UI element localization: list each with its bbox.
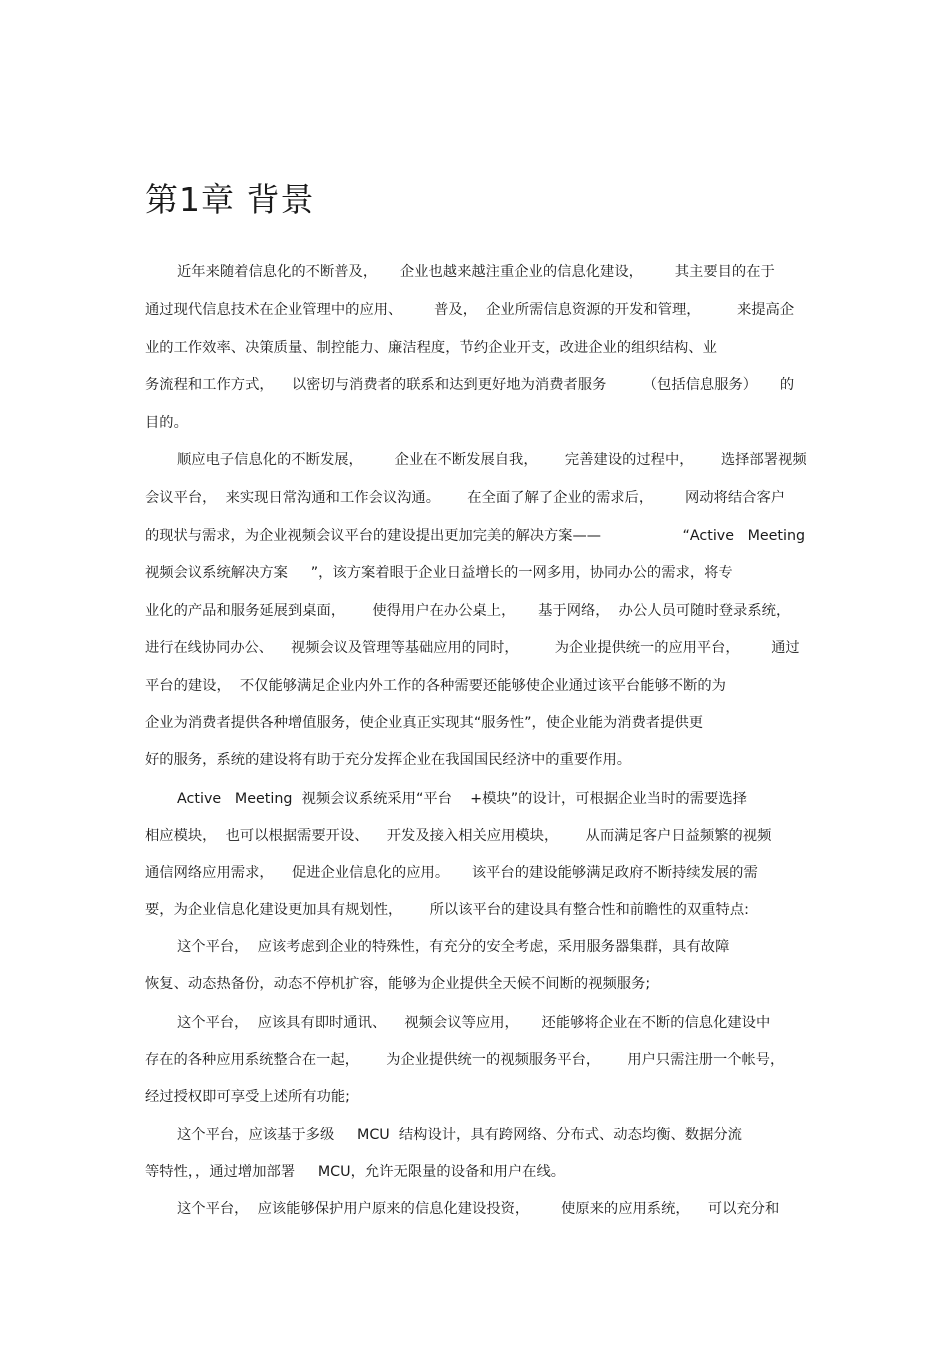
body-line: 这个平台， 应该能够保护用户原来的信息化建设投资， 使原来的应用系统， 可以充分和 — [177, 1201, 780, 1217]
body-line: 业化的产品和服务延展到桌面， 使得用户在办公桌上， 基于网络， 办公人员可随时登录系统， — [145, 603, 791, 619]
body-line: 这个平台，应该基于多级 MCU 结构设计，具有跨网络、分布式、动态均衡、数据分流 — [177, 1127, 742, 1143]
body-line: 这个平台， 应该考虑到企业的特殊性，有充分的安全考虑，采用服务器集群，具有故障 — [177, 939, 730, 955]
body-line: 经过授权即可享受上述所有功能; — [145, 1089, 350, 1105]
body-line: 进行在线协同办公、 视频会议及管理等基础应用的同时， 为企业提供统一的应用平台， 通过 — [145, 640, 800, 656]
body-line: 目的。 — [145, 415, 188, 431]
body-line: 会议平台， 来实现日常沟通和工作会议沟通。 在全面了解了企业的需求后， 网动将结合客户 — [145, 490, 786, 506]
body-line: 业的工作效率、决策质量、制控能力、廉洁程度，节约企业开支，改进企业的组织结构、业 — [145, 340, 717, 356]
body-line: 好的服务，系统的建设将有助于充分发挥企业在我国国民经济中的重要作用。 — [145, 752, 632, 768]
body-line: 平台的建设， 不仅能够满足企业内外工作的各种需要还能够使企业通过该平台能够不断的为 — [145, 678, 726, 694]
body-line: 顺应电子信息化的不断发展， 企业在不断发展自我， 完善建设的过程中， 选择部署视频 — [177, 452, 807, 468]
body-line: 恢复、动态热备份，动态不停机扩容，能够为企业提供全天候不间断的视频服务; — [145, 976, 651, 992]
body-line: 等特性，，通过增加部署 MCU，允许无限量的设备和用户在线。 — [145, 1164, 566, 1180]
body-line: 务流程和工作方式， 以密切与消费者的联系和达到更好地为消费者服务 （包括信息服务） 的 — [145, 377, 795, 393]
body-line: 要，为企业信息化建设更加具有规划性， 所以该平台的建设具有整合性和前瞻性的双重特点: — [145, 902, 749, 918]
body-line: 这个平台， 应该具有即时通讯、 视频会议等应用， 还能够将企业在不断的信息化建设中 — [177, 1015, 771, 1031]
body-line: 相应模块， 也可以根据需要开设、 开发及接入相关应用模块， 从而满足客户日益频繁的视频 — [145, 828, 772, 844]
body-line: 存在的各种应用系统整合在一起， 为企业提供统一的视频服务平台， 用户只需注册一个帐号， — [145, 1052, 785, 1068]
body-line: Active Meeting 视频会议系统采用“平台 +模块”的设计，可根据企业当时的需要选择 — [177, 791, 747, 807]
body-line: 的现状与需求，为企业视频会议平台的建设提出更加完美的解决方案—— “Active Meeting — [145, 528, 806, 544]
body-line: 通信网络应用需求， 促进企业信息化的应用。 该平台的建设能够满足政府不断持续发展的需 — [145, 865, 758, 881]
body-line: 通过现代信息技术在企业管理中的应用、 普及， 企业所需信息资源的开发和管理， 来提高企 — [145, 302, 795, 318]
chapter-title: 第1章 背景 — [145, 180, 315, 219]
body-line: 视频会议系统解决方案 ”，该方案着眼于企业日益增长的一网多用，协同办公的需求，将专 — [145, 565, 733, 581]
body-line: 企业为消费者提供各种增值服务，使企业真正实现其“服务性”，使企业能为消费者提供更 — [145, 715, 704, 731]
body-line: 近年来随着信息化的不断普及， 企业也越来越注重企业的信息化建设， 其主要目的在于 — [177, 264, 775, 280]
